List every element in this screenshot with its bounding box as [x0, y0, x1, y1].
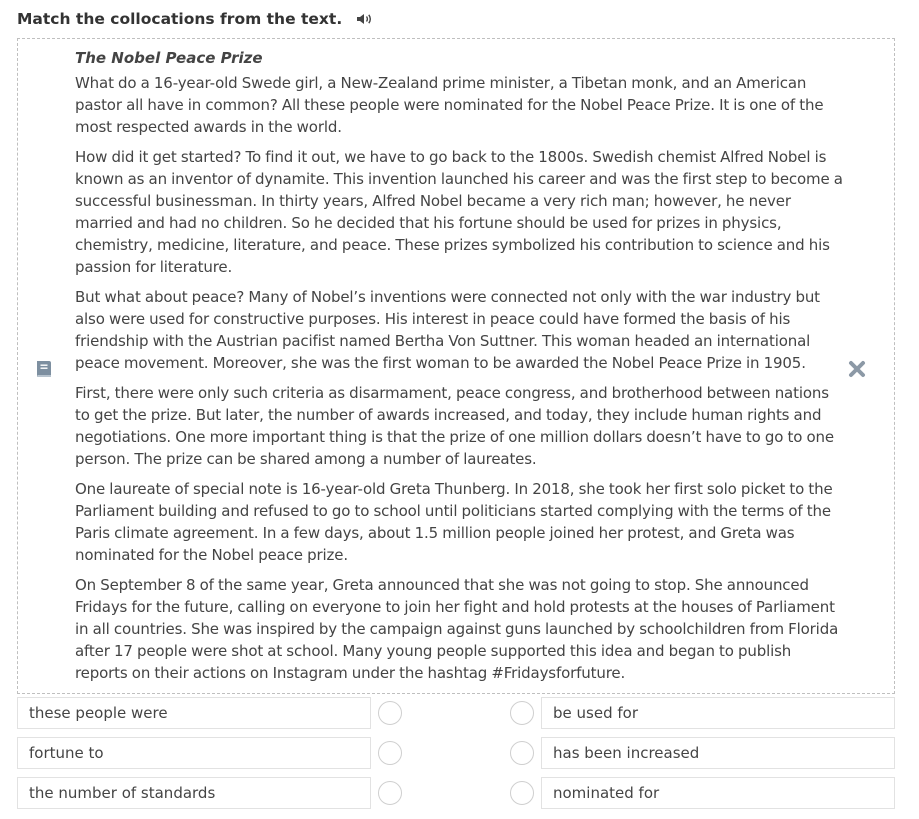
- close-icon[interactable]: [847, 359, 867, 379]
- left-radio[interactable]: [378, 741, 402, 765]
- match-row: [17, 777, 895, 811]
- right-radio[interactable]: [510, 781, 534, 805]
- right-item[interactable]: be used for: [541, 697, 895, 729]
- reading-text: [75, 48, 845, 692]
- speaker-icon[interactable]: [356, 12, 374, 26]
- instruction-text: Match the collocations from the text.: [17, 10, 343, 28]
- right-radio[interactable]: [510, 741, 534, 765]
- left-item[interactable]: the number of standards: [17, 777, 371, 809]
- paragraph: What do a 16-year-old Swede girl, a New-Zealand prime minister, a Tibetan monk, and an American pastor all have in common? All these people were nominated for the Nobel Peace Prize. It is one of the most respected awards in the world.: [75, 74, 824, 136]
- right-radio[interactable]: [510, 701, 534, 725]
- paragraph: How did it get started? To find it out, we have to go back to the 1800s. Swedish chemist Alfred Nobel is known as an inventor of dynamite. This invention launched his career and was the first step to become a successful businessman. In thirty years, Alfred Nobel became a very rich man; however, he never married and had no children. So he decided that his fortune should be used for prizes in physics, chemistry, medicine, literature, and peace. These prizes symbolized his contribution to science and his passion for literature.: [75, 148, 843, 276]
- paragraph: First, there were only such criteria as disarmament, peace congress, and brotherhood between nations to get the prize. But later, the number of awards increased, and today, they include human rights and negotiations. One more important thing is that the prize of one million dollars doesn’t have to go to one person. The prize can be shared among a number of laureates.: [75, 384, 834, 468]
- reading-panel: [17, 38, 895, 694]
- matching-area: [17, 697, 895, 817]
- paragraph: But what about peace? Many of Nobel’s inventions were connected not only with the war industry but also were used for constructive purposes. His interest in peace could have formed the basis of his friendship with the Austrian pacifist named Bertha Von Suttner. This woman headed an international peace movement. Moreover, she was the first woman to be awarded the Nobel Peace Prize in 1905.: [75, 288, 820, 372]
- paragraph: On September 8 of the same year, Greta announced that she was not going to stop. She announced Fridays for the future, calling on everyone to join her fight and hold protests at the houses of Parliament in all countries. She was inspired by the campaign against guns launched by schoolchildren from Florida after 17 people were shot at school. Many young people supported this idea and began to publish reports on their actions on Instagram under the hashtag #Fridaysforfuture.: [75, 576, 839, 682]
- left-item[interactable]: fortune to: [17, 737, 371, 769]
- match-row: [17, 697, 895, 731]
- left-radio[interactable]: [378, 701, 402, 725]
- paragraph: One laureate of special note is 16-year-old Greta Thunberg. In 2018, she took her first solo picket to the Parliament building and refused to go to school until politicians started complying with the terms of the Paris climate agreement. In a few days, about 1.5 million people joined her protest, and Greta was nominated for the Nobel peace prize.: [75, 480, 833, 564]
- right-item[interactable]: has been increased: [541, 737, 895, 769]
- match-row: [17, 737, 895, 771]
- right-item[interactable]: nominated for: [541, 777, 895, 809]
- reading-title: The Nobel Peace Prize: [75, 49, 263, 67]
- book-icon[interactable]: [34, 359, 54, 379]
- left-radio[interactable]: [378, 781, 402, 805]
- left-item[interactable]: these people were: [17, 697, 371, 729]
- instruction-heading: [17, 8, 374, 30]
